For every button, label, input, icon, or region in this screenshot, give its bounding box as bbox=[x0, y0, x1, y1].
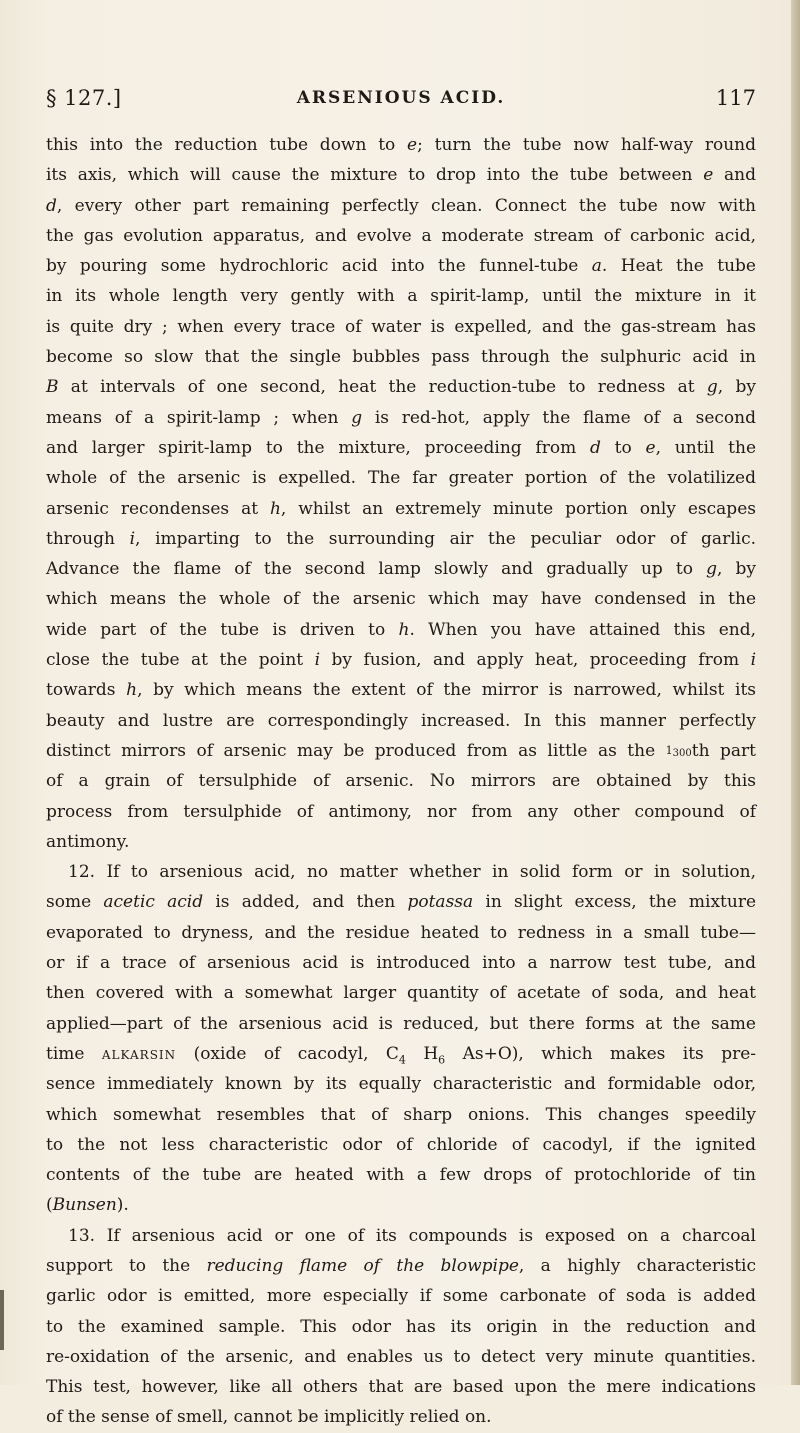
text-line: evaporated to dryness, and the residue heated to redness in a small tube— bbox=[46, 922, 756, 943]
text-line: beauty and lustre are correspondingly increased. In this manner perfectly bbox=[46, 710, 756, 731]
text-line: Advance the flame of the second lamp slowly and gradually up to g, by bbox=[46, 559, 756, 580]
text-line: and larger spirit-lamp to the mixture, proceeding from d to e, until the bbox=[46, 437, 757, 458]
text-line: antimony. bbox=[46, 831, 130, 852]
text-line: 12. If to arsenious acid, no matter whether in solid form or in solution, bbox=[68, 862, 756, 883]
text-line: which means the whole of the arsenic which may have condensed in the bbox=[46, 589, 756, 610]
text-line: 13. If arsenious acid or one of its compounds is exposed on a charcoal bbox=[68, 1225, 756, 1246]
text-line: to the not less characteristic odor of chloride of cacodyl, if the ignited bbox=[46, 1134, 756, 1155]
text-line: (Bunsen). bbox=[46, 1195, 129, 1216]
text-line: is quite dry ; when every trace of water is expelled, and the gas-stream has bbox=[46, 316, 756, 337]
text-line: support to the reducing flame of the blowpipe, a highly characteristic bbox=[46, 1255, 756, 1276]
text-line: towards h, by which means the extent of the mirror is narrowed, whilst its bbox=[46, 680, 757, 701]
text-line: in its whole length very gently with a spirit-lamp, until the mixture in it bbox=[46, 286, 756, 307]
text-line: applied—part of the arsenious acid is reduced, but there forms at the same bbox=[46, 1013, 756, 1034]
text-line: garlic odor is emitted, more especially if some carbonate of soda is added bbox=[46, 1286, 756, 1307]
text-line: of a grain of tersulphide of arsenic. No mirrors are obtained by this bbox=[46, 771, 756, 792]
page-edge bbox=[791, 0, 800, 1385]
text-line: the gas evolution apparatus, and evolve a moderate stream of carbonic acid, bbox=[46, 225, 756, 246]
text-line: arsenic recondenses at h, whilst an extremely minute portion only escapes bbox=[46, 498, 756, 519]
text-line: through i, imparting to the surrounding air the peculiar odor of garlic. bbox=[46, 528, 756, 549]
text-line: which somewhat resembles that of sharp onions. This changes speedily bbox=[46, 1104, 756, 1125]
text-line: wide part of the tube is driven to h. When you have attained this end, bbox=[46, 619, 757, 640]
text-line: its axis, which will cause the mixture to drop into the tube between e and bbox=[46, 165, 756, 186]
text-line: to the examined sample. This odor has its origin in the reduction and bbox=[46, 1316, 756, 1337]
section-reference: § 127.] bbox=[46, 86, 122, 110]
text-line: contents of the tube are heated with a few drops of protochloride of tin bbox=[46, 1165, 756, 1186]
page-number: 117 bbox=[715, 86, 756, 110]
text-line: process from tersulphide of antimony, nor from any other compound of bbox=[46, 801, 756, 822]
text-line: This test, however, like all others that are based upon the mere indications bbox=[46, 1377, 756, 1398]
text-line: d, every other part remaining perfectly clean. Connect the tube now with bbox=[46, 195, 756, 216]
text-line: of the sense of smell, cannot be implicitly relied on. bbox=[46, 1407, 492, 1428]
text-line: sence immediately known by its equally characteristic and formidable odor, bbox=[46, 1074, 756, 1095]
running-header bbox=[46, 86, 756, 116]
text-line: time alkarsin (oxide of cacodyl, $C_4$ $H_6$ As+O), which makes its pre- bbox=[46, 1043, 757, 1067]
body-text bbox=[46, 130, 756, 1433]
text-line: or if a trace of arsenious acid is introduced into a narrow test tube, and bbox=[46, 953, 756, 974]
text-line: this into the reduction tube down to e; turn the tube now half-way round bbox=[46, 135, 757, 155]
binding-mark bbox=[0, 1290, 4, 1350]
text-line: some acetic acid is added, and then potassa in slight excess, the mixture bbox=[46, 892, 757, 913]
text-line: distinct mirrors of arsenic may be produced from as little as the 1300th part bbox=[46, 740, 756, 761]
running-title: ARSENIOUS ACID. bbox=[296, 88, 506, 108]
text-line: close the tube at the point i by fusion, and apply heat, proceeding from i bbox=[46, 650, 756, 671]
text-line: whole of the arsenic is expelled. The far greater portion of the volatilized bbox=[46, 468, 756, 489]
text-line: then covered with a somewhat larger quantity of acetate of soda, and heat bbox=[46, 983, 756, 1004]
text-line: B at intervals of one second, heat the reduction-tube to redness at g, by bbox=[46, 377, 756, 398]
text-line: means of a spirit-lamp ; when g is red-hot, apply the flame of a second bbox=[46, 407, 756, 428]
text-line: re-oxidation of the arsenic, and enables us to detect very minute quantities. bbox=[46, 1346, 756, 1367]
text-line: by pouring some hydrochloric acid into the funnel-tube a. Heat the tube bbox=[46, 256, 756, 277]
text-line: become so slow that the single bubbles pass through the sulphuric acid in bbox=[46, 347, 756, 368]
